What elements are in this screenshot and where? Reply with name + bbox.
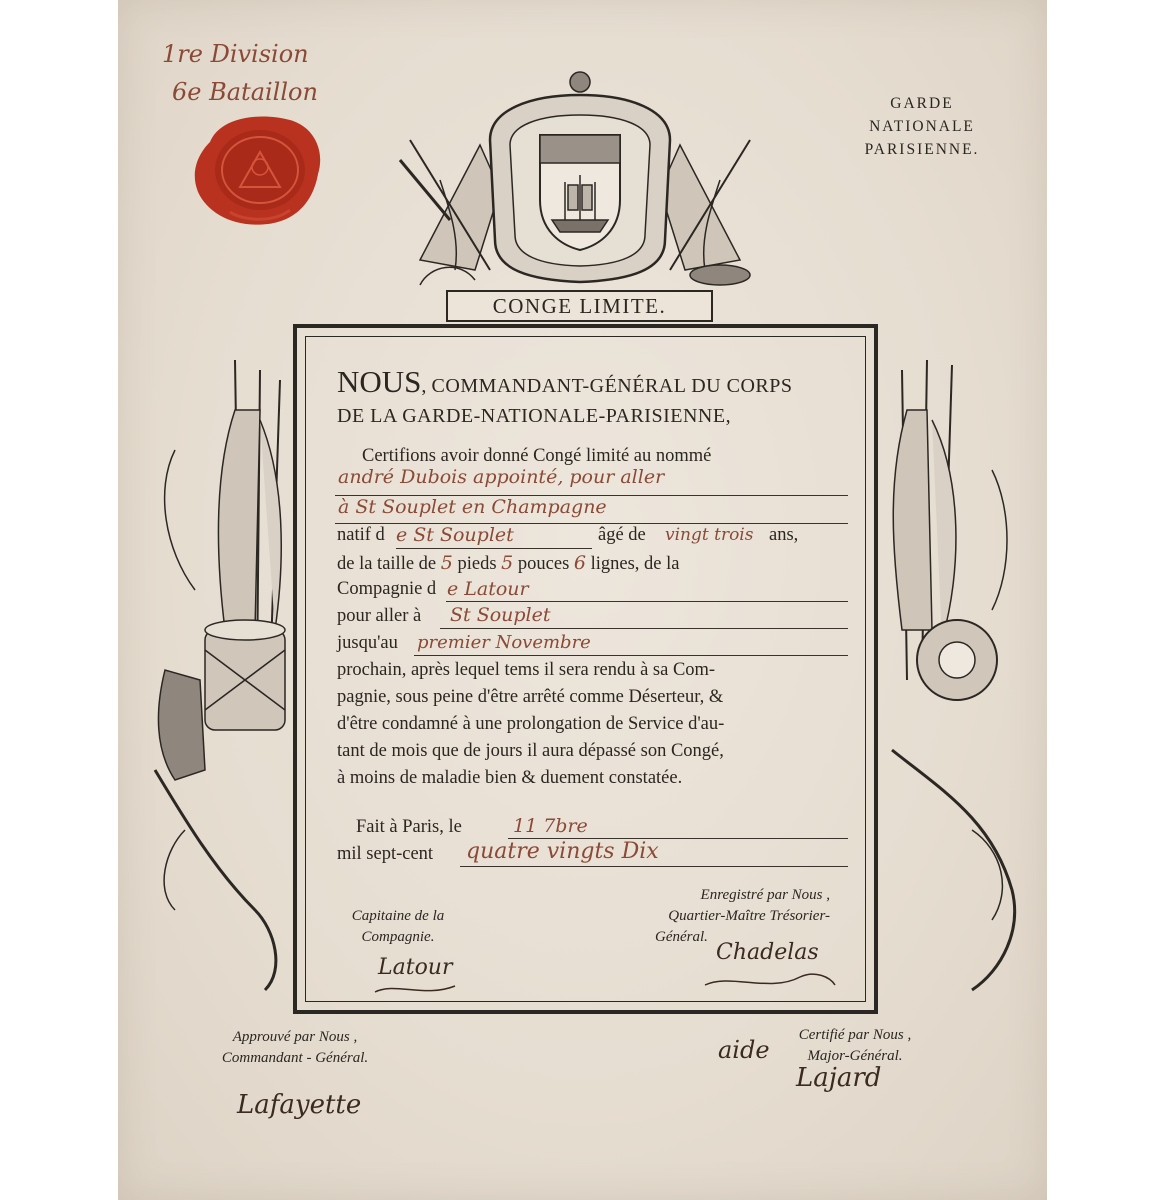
- heading-nous: NOUS: [337, 364, 422, 399]
- approuve-block: [200, 1027, 390, 1069]
- enregistre-line2: Quartier-Maître Trésorier-: [668, 908, 830, 924]
- signature-chadelas: Chadelas: [716, 940, 819, 965]
- certifie-block: [770, 1025, 940, 1067]
- latour-flourish: [370, 980, 460, 1000]
- heading-line1: [337, 364, 792, 400]
- ans-label: ans,: [769, 525, 799, 545]
- approuve-line1: Approuvé par Nous ,: [232, 1029, 358, 1045]
- division-annotation: 1re Division: [162, 40, 309, 68]
- corner-title: [832, 92, 1012, 161]
- bataillon-annotation: 6e Bataillon: [172, 78, 318, 106]
- corner-title-line3: PARISIENNE.: [864, 141, 980, 158]
- body-paragraph-line5: à moins de maladie bien & duement constatée.: [337, 768, 683, 788]
- enregistre-line1: Enregistré par Nous ,: [700, 887, 830, 903]
- corner-title-line1: GARDE: [890, 95, 954, 112]
- certifie-line1: Certifié par Nous ,: [798, 1027, 912, 1043]
- jusqu-label: jusqu'au: [337, 633, 398, 653]
- pour-aller-label: pour aller à: [337, 606, 422, 626]
- signature-lajard: Lajard: [796, 1063, 882, 1093]
- approuve-line2: Commandant - Général.: [221, 1050, 369, 1066]
- heading-comma: ,: [421, 375, 427, 397]
- body-paragraph-line2: pagnie, sous peine d'être arrêté comme Déserteur, &: [337, 687, 724, 707]
- mil-handwritten: quatre vingts Dix: [466, 839, 659, 864]
- lignes-label: lignes, de la: [590, 554, 680, 574]
- body-paragraph-line1: prochain, après lequel tems il sera rendu à sa Com-: [337, 660, 716, 680]
- pour-aller-fill-line: [440, 628, 848, 629]
- pieds-label: pieds: [457, 554, 497, 574]
- pouces-value: 5: [501, 552, 514, 574]
- age-label: âgé de: [598, 525, 646, 545]
- compagnie-label: Compagnie d: [337, 579, 437, 599]
- mil-label: mil sept-cent: [337, 844, 434, 864]
- certifions-text: Certifions avoir donné Congé limité au nommé: [362, 446, 712, 466]
- enregistre-block: [620, 885, 830, 948]
- name-handwritten: andré Dubois appointé, pour aller: [338, 466, 665, 488]
- taille-line: [337, 552, 680, 575]
- natif-label: natif d: [337, 525, 385, 545]
- pieds-value: 5: [440, 552, 453, 574]
- natif-handwritten: e St Souplet: [396, 524, 514, 546]
- mil-fill-line: [460, 866, 848, 867]
- pour-aller-handwritten: St Souplet: [450, 604, 551, 626]
- natif-fill-line: [396, 548, 592, 549]
- age-handwritten: vingt trois: [665, 525, 754, 545]
- chadelas-flourish: [700, 965, 840, 995]
- capitaine-block: [328, 906, 468, 948]
- capitaine-line1: Capitaine de la: [351, 908, 445, 924]
- signature-lafayette: Lafayette: [237, 1090, 362, 1120]
- fait-handwritten: 11 7bre: [513, 815, 588, 837]
- destination-handwritten: à St Souplet en Champagne: [338, 496, 607, 518]
- left-trophy-engraving: [145, 350, 295, 1000]
- corner-title-line2: NATIONALE: [869, 118, 975, 135]
- lignes-value: 6: [573, 552, 586, 574]
- heading-line2: DE LA GARDE-NATIONALE-PARISIENNE,: [337, 405, 732, 427]
- coat-of-arms-engraving: [380, 70, 780, 300]
- wax-seal: [190, 112, 325, 227]
- taille-label: de la taille de: [337, 554, 437, 574]
- certifie-line2: Major-Général.: [807, 1048, 903, 1064]
- enregistre-line3: Général.: [655, 929, 708, 945]
- jusqu-handwritten: premier Novembre: [417, 632, 591, 653]
- fait-label: Fait à Paris, le: [356, 817, 462, 837]
- conge-limite-banner: CONGE LIMITE.: [446, 290, 713, 322]
- compagnie-handwritten: e Latour: [447, 578, 529, 600]
- compagnie-fill-line: [446, 601, 848, 602]
- signature-latour: Latour: [378, 955, 453, 980]
- jusqu-fill-line: [414, 655, 848, 656]
- signature-aide: aide: [718, 1036, 770, 1064]
- body-paragraph-line3: d'être condamné à une prolongation de Service d'au-: [337, 714, 725, 734]
- pouces-label: pouces: [517, 554, 570, 574]
- body-paragraph-line4: tant de mois que de jours il aura dépassé son Congé,: [337, 741, 724, 761]
- heading-commandant: COMMANDANT-GÉNÉRAL DU CORPS: [431, 375, 793, 397]
- capitaine-line2: Compagnie.: [361, 929, 435, 945]
- right-trophy-engraving: [872, 350, 1022, 1000]
